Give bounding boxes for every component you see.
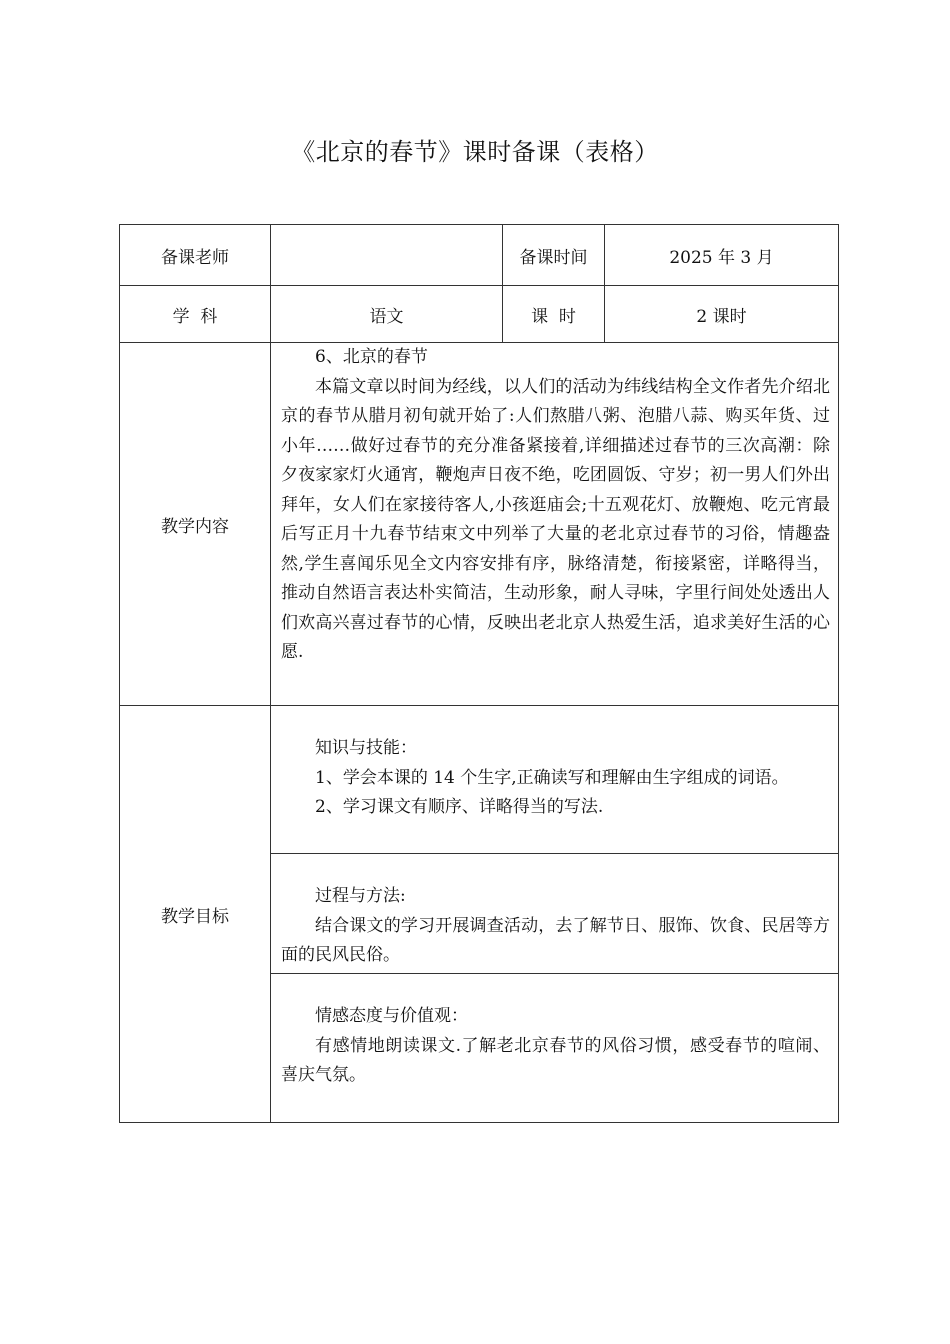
goal3-heading: 情感态度与价值观： [315,1006,468,1026]
content-label: 教学内容 [120,343,271,706]
content-heading: 6、北京的春节 [315,347,428,367]
subject-label-text: 学 科 [172,306,218,327]
table-row [120,343,839,706]
period-label-text: 课 时 [531,306,576,327]
table-row [120,225,839,286]
goal1-item: 1、学会本课的 14 个生字,正确读写和理解由生字组成的词语。 [315,767,789,788]
goal-attitude-cell [271,974,839,1123]
table-row [120,706,839,854]
time-value: 2025 年 3 月 [605,225,839,286]
goal1-item: 2、学习课文有顺序、详略得当的写法. [315,797,604,817]
content-cell [271,343,839,706]
teacher-value [271,225,503,286]
goal2-body: 结合课文的学习开展调查活动，去了解节日、服饰、饮食、民居等方面的民风民俗。 [281,915,830,965]
document-title: 《北京的春节》课时备课（表格） [291,138,659,166]
goal2-heading: 过程与方法: [315,886,406,906]
time-label: 备课时间 [503,225,605,286]
goal1-heading: 知识与技能： [315,738,417,758]
lesson-plan-table [119,224,839,1123]
goal-process-cell [271,854,839,974]
subject-label [120,286,271,343]
table-row [120,286,839,343]
teacher-label: 备课老师 [120,225,271,286]
content-body: 本篇文章以时间为经线，以人们的活动为纬线结构全文作者先介绍北京的春节从腊月初旬就开始了:人们熬腊八粥、泡腊八蒜、购买年货、过小年……做好过春节的充分准备紧接着,详细描述过春节的三次高潮：除夕夜家家灯火通宵，鞭炮声日夜不绝，吃团圆饭、守岁；初一男人们外出拜年，女人们在家接待客人,小孩逛庙会;十五观花灯、放鞭炮、吃元宵最后写正月十九春节结束文中列举了大量的老北京过春节的习俗，情趣盎然,学生喜闻乐见全文内容安排有序，脉络清楚，衔接紧密，详略得当，推动自然语言表达朴实简洁，生动形象，耐人寻味，字里行间处处透出人们欢高兴喜过春节的心情，反映出老北京人热爱生活，追求美好生活的心愿. [281,376,830,662]
goal3-body: 有感情地朗读课文.了解老北京春节的风俗习惯，感受春节的喧闹、喜庆气氛。 [281,1035,830,1085]
goals-label: 教学目标 [120,706,271,1123]
period-value: 2 课时 [605,286,839,343]
goal-knowledge-cell [271,706,839,854]
subject-value: 语文 [271,286,503,343]
period-label [503,286,605,343]
